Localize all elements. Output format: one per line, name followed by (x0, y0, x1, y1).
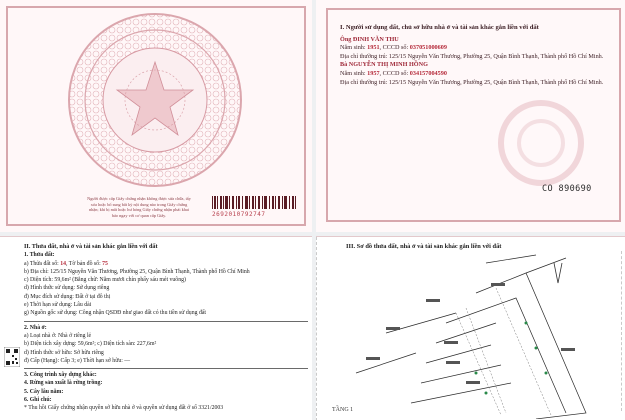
cover-notice: Người được cấp Giấy chứng nhận không được sửa chữa, tẩy xóa hoặc bổ sung bất kỳ nội dung nào trong Giấy chứng nhận; khi bị mất hoặc hư hỏng Giấy chứng nhận phải khai báo ngay với cơ quan cấp Giấy. (87, 196, 191, 218)
divider (621, 251, 623, 411)
house-grade-line: đ) Cấp (Hạng): Cấp 3; e) Thời hạn sở hữu: — (24, 357, 131, 364)
owner2-name: Bà NGUYỄN THỊ MINH HỒNG (340, 61, 428, 69)
qr-code-icon (4, 347, 20, 367)
use-form: d) Hình thức sử dụng: Sử dụng riêng (24, 285, 110, 292)
use-origin: g) Nguồn gốc sử dụng: Công nhận QSDĐ như giao đất có thu tiền sử dụng đất (24, 310, 207, 317)
owners-page (316, 0, 625, 232)
land-section (24, 243, 308, 413)
land-heading: II. Thửa đất, nhà ở và tài sản khác gắn liền với đất (24, 243, 158, 250)
national-emblem-seal (60, 10, 250, 190)
section-other-works: 3. Công trình xây dựng khác: (24, 372, 97, 379)
barcode-icon (212, 196, 296, 209)
floor-label: TẦNG 1 (332, 407, 354, 413)
parcel-address: b) Địa chỉ: 125/15 Nguyễn Văn Thương, Phường 25, Quận Bình Thạnh, Thành phố Hồ Chí Minh (24, 268, 250, 275)
use-term: e) Thời hạn sử dụng: Lâu dài (24, 302, 92, 309)
parcel-area: c) Diện tích: 59,6m² (Bằng chữ: Năm mươi chín phẩy sáu mét vuông) (24, 277, 186, 284)
watermark-emblem (486, 98, 596, 188)
page-gutter (0, 232, 625, 236)
certificate-cover-page (0, 0, 312, 232)
owner1-id-line: Năm sinh: 1951, CCCD số: 037051000609 (340, 44, 447, 52)
house-ownership: d) Hình thức sở hữu: Sở hữu riêng (24, 349, 104, 356)
certificate-number: CO 890690 (542, 184, 592, 194)
section-house: 2. Nhà ở: (24, 324, 47, 331)
owner2-id-line: Năm sinh: 1957, CCCD số: 034157004590 (340, 69, 447, 77)
land-info-page (0, 236, 312, 420)
divider (24, 368, 308, 369)
diagram-heading: III. Sơ đồ thửa đất, nhà ở và tài sản khác gắn liền với đất (346, 243, 502, 250)
owners-heading: I. Người sử dụng đất, chủ sở hữu nhà ở và tài sản khác gắn liền với đất (340, 24, 539, 31)
parcel-line: a) Thửa đất số: 14, Tờ bản đồ số: 75 (24, 260, 108, 267)
owner2-address: Địa chỉ thường trú: 125/15 Nguyễn Văn Thương, Phường 25, Quận Bình Thạnh, Thành phố Hồ Chí Minh. (340, 78, 604, 86)
divider (316, 237, 318, 420)
plot-diagram-page (316, 236, 625, 420)
serial-number: 2692010792747 (212, 211, 266, 218)
section-perennial: 5. Cây lâu năm: (24, 388, 64, 395)
section-notes: 6. Ghi chú: (24, 397, 52, 404)
section-parcel: 1. Thửa đất: (24, 252, 55, 259)
owner1-name: Ông ĐINH VĂN THU (340, 35, 399, 43)
use-purpose: đ) Mục đích sử dụng: Đất ở tại đô thị (24, 293, 111, 300)
house-type: a) Loại nhà ở: Nhà ở riêng lẻ (24, 332, 92, 339)
north-arrow-icon (554, 263, 562, 283)
section-forest: 4. Rừng sản xuất là rừng trồng: (24, 380, 103, 387)
page-gutter (312, 0, 316, 420)
house-area-line: b) Diện tích xây dựng: 59,6m²; c) Diện tích sàn: 227,6m² (24, 341, 157, 348)
divider (24, 321, 308, 322)
owners-section (340, 24, 620, 87)
parcel-sketch (326, 253, 616, 419)
notes-text: * Thu hồi Giấy chứng nhận quyền sở hữu nhà ở và quyền sử dụng đất ở số 3321/2003 (24, 405, 224, 412)
owner1-address: Địa chỉ thường trú: 125/15 Nguyễn Văn Thương, Phường 25, Quận Bình Thạnh, Thành phố Hồ Chí Minh. (340, 52, 604, 60)
